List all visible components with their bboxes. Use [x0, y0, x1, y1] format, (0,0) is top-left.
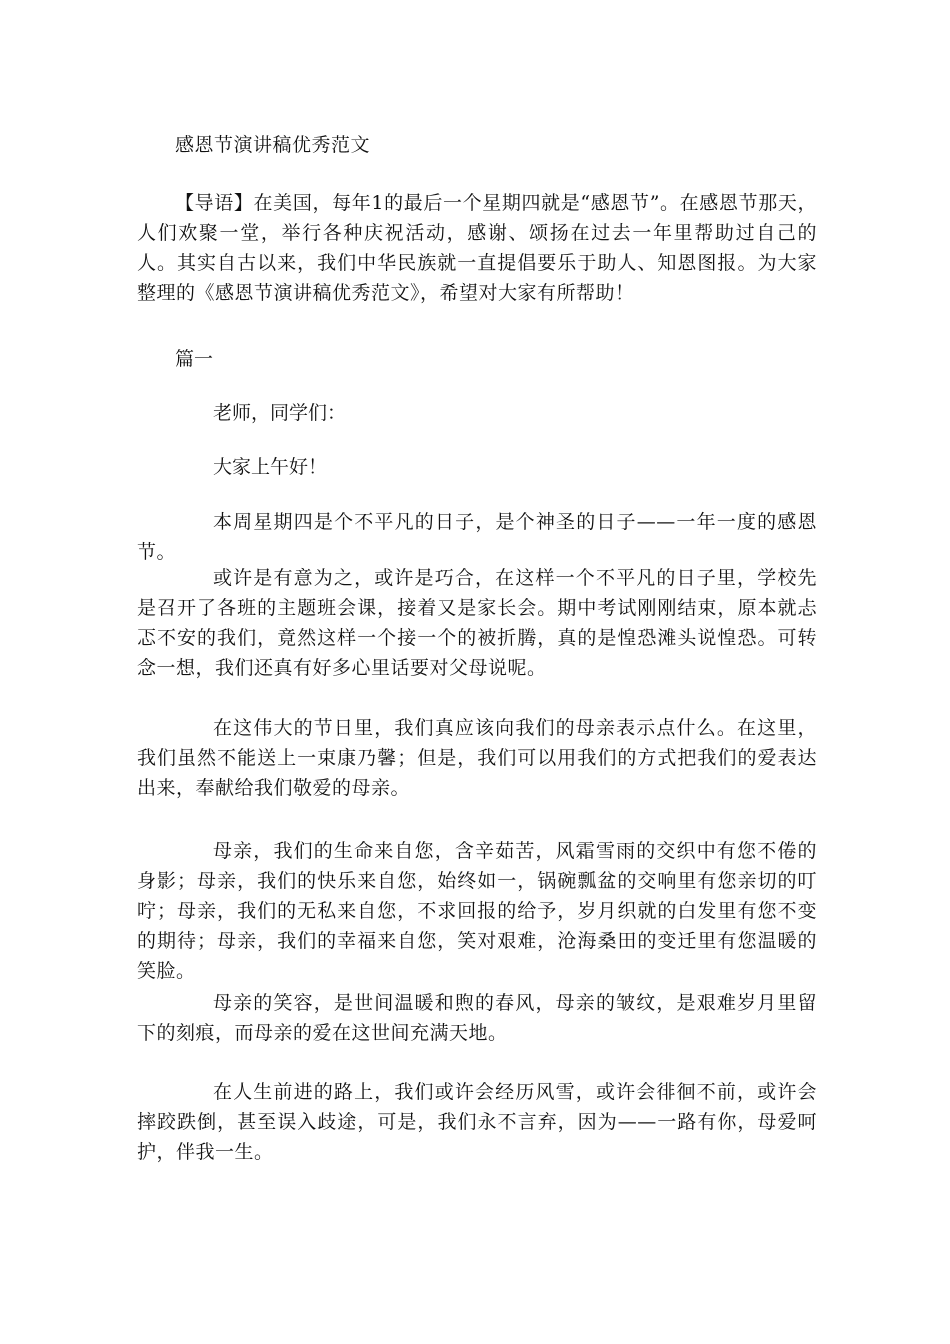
section-heading: 篇一 — [175, 348, 214, 370]
body-paragraph-2: 或许是有意为之，或许是巧合，在这样一个不平凡的日子里，学校先是召开了各班的主题班会课，接着又是家长会。期中考试刚刚结束，原本就忐忑不安的我们，竟然这样一个接一个的被折腾，真的是惶恐滩头说惶恐。可转念一想，我们还真有好多心里话要对父母说呢。 — [137, 567, 817, 679]
body-paragraph-6: 在人生前进的路上，我们或许会经历风雪，或许会徘徊不前，或许会摔跤跌倒，甚至误入歧途，可是，我们永不言弃，因为——一路有你，母爱呵护，伴我一生。 — [137, 1081, 817, 1163]
document-title: 感恩节演讲稿优秀范文 — [175, 134, 371, 156]
greeting: 大家上午好！ — [213, 456, 328, 478]
body-paragraph-3: 在这伟大的节日里，我们真应该向我们的母亲表示点什么。在这里，我们虽然不能送上一束康乃馨；但是，我们可以用我们的方式把我们的爱表达出来，奉献给我们敬爱的母亲。 — [137, 717, 817, 799]
body-paragraph-4: 母亲，我们的生命来自您，含辛茹苦，风霜雪雨的交织中有您不倦的身影；母亲，我们的快乐来自您，始终如一，锅碗瓢盆的交响里有您亲切的叮咛；母亲，我们的无私来自您，不求回报的给予，岁月织就的白发里有您不变的期待；母亲，我们的幸福来自您，笑对艰难，沧海桑田的变迁里有您温暖的笑脸。 — [137, 840, 817, 982]
salutation: 老师，同学们： — [213, 402, 347, 424]
body-paragraph-1: 本周星期四是个不平凡的日子，是个神圣的日子——一年一度的感恩节。 — [137, 511, 817, 563]
intro-paragraph: 【导语】在美国，每年1的最后一个星期四就是“感恩节”。在感恩节那天，人们欢聚一堂，举行各种庆祝活动，感谢、颂扬在过去一年里帮助过自己的人。其实自古以来，我们中华民族就一直提倡要乐于助人、知恩图报。为大家整理的《感恩节演讲稿优秀范文》，希望对大家有所帮助！ — [137, 192, 817, 304]
body-paragraph-5: 母亲的笑容，是世间温暖和煦的春风，母亲的皱纹，是艰难岁月里留下的刻痕，而母亲的爱在这世间充满天地。 — [137, 992, 817, 1044]
